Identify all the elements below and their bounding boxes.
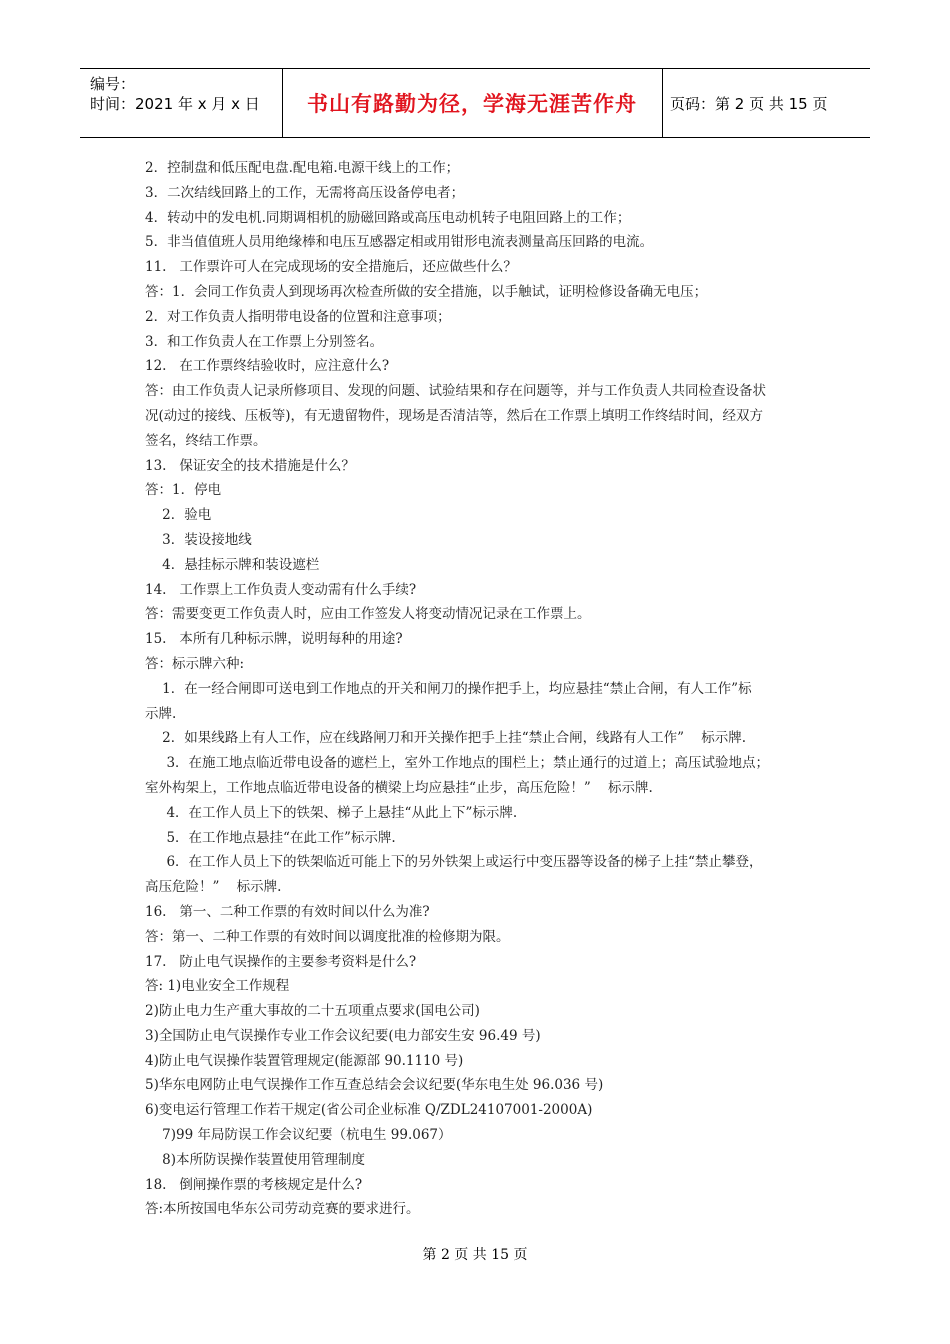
text-line: 答：1．会同工作负责人到现场再次检查所做的安全措施，以手触试，证明检修设备确无电压； (145, 283, 708, 300)
header-slogan: 书山有路勤为径，学海无涯苦作舟 (307, 92, 637, 116)
text-line: 4．在工作人员上下的铁架、梯子上悬挂“从此上下”标示牌. (145, 804, 518, 821)
text-line: 答:本所按国电华东公司劳动竞赛的要求进行。 (145, 1201, 420, 1218)
text-line: 2．控制盘和低压配电盘.配电箱.电源干线上的工作； (145, 160, 460, 176)
text-line: 4．转动中的发电机.同期调相机的励磁回路或高压电动机转子电阻回路上的工作； (145, 209, 631, 226)
text-line: 11. 工作票许可人在完成现场的安全措施后，还应做些什么？ (145, 259, 517, 276)
text-line: 4．悬挂标示牌和装设遮栏 (145, 556, 320, 573)
text-line: 8)本所防误操作装置使用管理制度 (145, 1151, 366, 1168)
page-footer: 第 2 页 共 15 页 (422, 1247, 528, 1263)
text-line: 3．在施工地点临近带电设备的遮栏上，室外工作地点的围栏上；禁止通行的过道上；高压试验地点； (145, 755, 770, 772)
text-line: 签名，终结工作票。 (145, 432, 267, 449)
text-line: 高压危险！” 标示牌. (145, 879, 282, 896)
text-line: 13. 保证安全的技术措施是什么？ (145, 457, 355, 474)
page-header (80, 68, 870, 138)
text-line: 6)变电运行管理工作若干规定(省公司企业标准 Q/ZDL24107001-2000A) (145, 1102, 593, 1119)
text-line: 4)防止电气误操作装置管理规定(能源部 90.1110 号) (145, 1052, 464, 1069)
text-line: 答：第一、二种工作票的有效时间以调度批准的检修期为限。 (145, 928, 510, 945)
text-line: 答：标示牌六种: (145, 655, 245, 672)
text-line: 6．在工作人员上下的铁架临近可能上下的另外铁架上或运行中变压器等设备的梯子上挂“禁止攀登， (145, 854, 763, 871)
text-line: 5．在工作地点悬挂“在此工作”标示牌. (145, 829, 396, 846)
text-line: 17. 防止电气误操作的主要参考资料是什么? (145, 953, 417, 970)
text-line: 3．和工作负责人在工作票上分别签名。 (145, 333, 384, 350)
text-line: 3．装设接地线 (145, 531, 252, 548)
text-line: 答：1．停电 (145, 482, 222, 499)
text-line: 示牌. (145, 705, 177, 722)
text-line: 14. 工作票上工作负责人变动需有什么手续? (145, 581, 417, 598)
text-line: 况(动过的接线、压板等)，有无遗留物件，现场是否清洁等，然后在工作票上填明工作终结时间，经双方 (145, 407, 764, 424)
text-line: 1．在一经合闸即可送电到工作地点的开关和闸刀的操作把手上，均应悬挂“禁止合闸，有人工作”标 (145, 680, 752, 697)
document-time-label: 时间：2021 年 x 月 x 日 (90, 95, 260, 113)
text-line: 室外构架上，工作地点临近带电设备的横梁上均应悬挂“止步，高压危险！” 标示牌. (145, 779, 653, 796)
document-number-label: 编号： (90, 75, 136, 93)
text-line: 16. 第一、二种工作票的有效时间以什么为准? (145, 903, 430, 920)
text-line: 15. 本所有几种标示牌，说明每种的用途? (145, 631, 403, 648)
text-line: 答：由工作负责人记录所修项目、发现的问题、试验结果和存在问题等，并与工作负责人共同检查设备状 (145, 383, 766, 400)
text-line: 3．二次结线回路上的工作，无需将高压设备停电者； (145, 184, 465, 201)
text-line: 5)华东电网防止电气误操作工作互查总结会会议纪要(华东电生处 96.036 号) (145, 1077, 604, 1094)
header-meta (80, 69, 283, 137)
text-line: 2．如果线路上有人工作，应在线路闸刀和开关操作把手上挂“禁止合闸，线路有人工作” 标示牌. (145, 730, 747, 747)
text-line: 答: 1)电业安全工作规程 (145, 978, 290, 995)
header-page-number: 页码：第 2 页 共 15 页 (670, 94, 828, 113)
text-line: 答：需要变更工作负责人时，应由工作签发人将变动情况记录在工作票上。 (145, 606, 591, 623)
text-line: 2)防止电力生产重大事故的二十五项重点要求(国电公司) (145, 1003, 480, 1020)
text-line: 3)全国防止电气误操作专业工作会议纪要(电力部安生安 96.49 号) (145, 1027, 541, 1044)
text-line: 2．验电 (145, 507, 212, 524)
text-line: 7)99 年局防误工作会议纪要（杭电生 99.067） (145, 1127, 452, 1144)
document-body (145, 156, 825, 1222)
text-line: 12. 在工作票终结验收时，应注意什么? (145, 358, 390, 375)
header-slogan-cell (282, 69, 663, 137)
text-line: 5．非当值值班人员用绝缘棒和电压互感器定相或用钳形电流表测量高压回路的电流。 (145, 234, 654, 251)
text-line: 2．对工作负责人指明带电设备的位置和注意事项； (145, 308, 451, 325)
header-page-cell (662, 69, 870, 137)
text-line: 18. 倒闸操作票的考核规定是什么? (145, 1176, 363, 1193)
